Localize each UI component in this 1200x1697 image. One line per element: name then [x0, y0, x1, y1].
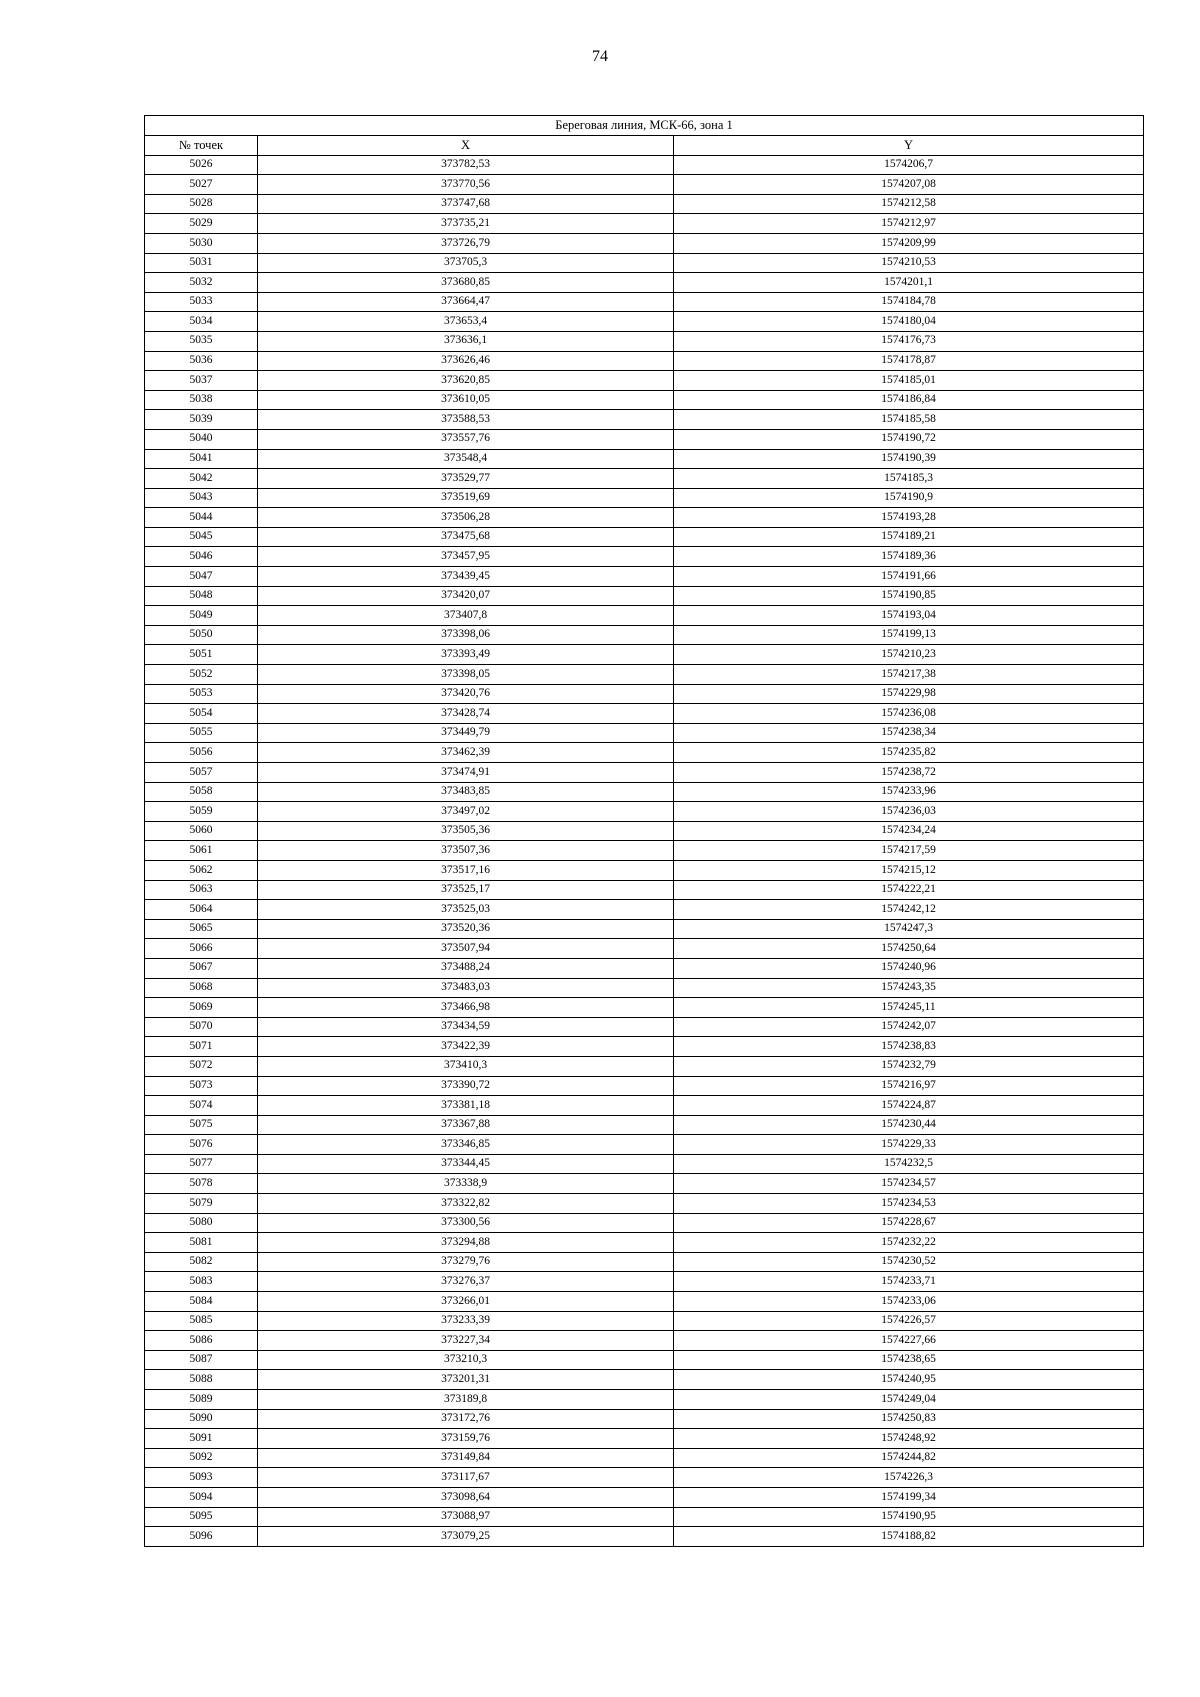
table-row: [145, 1154, 1144, 1174]
cell-point-number: 5070: [145, 1017, 258, 1037]
cell-point-number: 5049: [145, 606, 258, 626]
table-row: [145, 508, 1144, 528]
cell-y: 1574212,97: [674, 214, 1144, 234]
cell-y: 1574234,57: [674, 1174, 1144, 1194]
table-row: [145, 1096, 1144, 1116]
cell-x: 373338,9: [258, 1174, 674, 1194]
cell-x: 373434,59: [258, 1017, 674, 1037]
cell-point-number: 5086: [145, 1331, 258, 1351]
cell-point-number: 5055: [145, 723, 258, 743]
cell-point-number: 5072: [145, 1056, 258, 1076]
cell-y: 1574240,95: [674, 1370, 1144, 1390]
cell-x: 373420,07: [258, 586, 674, 606]
table-row: [145, 1350, 1144, 1370]
cell-y: 1574193,04: [674, 606, 1144, 626]
cell-x: 373398,05: [258, 665, 674, 685]
table-row: [145, 684, 1144, 704]
cell-y: 1574206,7: [674, 155, 1144, 175]
cell-point-number: 5076: [145, 1135, 258, 1155]
cell-point-number: 5083: [145, 1272, 258, 1292]
table-row: [145, 1429, 1144, 1449]
page-number: 74: [592, 48, 608, 65]
cell-y: 1574235,82: [674, 743, 1144, 763]
cell-point-number: 5069: [145, 998, 258, 1018]
table-row: [145, 802, 1144, 822]
table-row: [145, 449, 1144, 469]
cell-y: 1574238,65: [674, 1350, 1144, 1370]
table-row: [145, 331, 1144, 351]
table-row: [145, 1527, 1144, 1547]
cell-y: 1574233,06: [674, 1292, 1144, 1312]
table-row: [145, 1076, 1144, 1096]
cell-x: 373407,8: [258, 606, 674, 626]
cell-point-number: 5082: [145, 1252, 258, 1272]
table-header-row: [145, 136, 1144, 156]
cell-point-number: 5094: [145, 1487, 258, 1507]
table-row: [145, 1311, 1144, 1331]
cell-y: 1574193,28: [674, 508, 1144, 528]
table-row: [145, 1331, 1144, 1351]
table-row: [145, 625, 1144, 645]
table-caption-row: [145, 116, 1144, 136]
cell-y: 1574228,67: [674, 1213, 1144, 1233]
cell-point-number: 5046: [145, 547, 258, 567]
cell-y: 1574207,08: [674, 175, 1144, 195]
cell-y: 1574217,59: [674, 841, 1144, 861]
cell-x: 373294,88: [258, 1233, 674, 1253]
header-point-number: № точек: [145, 136, 258, 156]
cell-y: 1574190,39: [674, 449, 1144, 469]
cell-y: 1574226,57: [674, 1311, 1144, 1331]
cell-point-number: 5091: [145, 1429, 258, 1449]
cell-x: 373525,03: [258, 900, 674, 920]
cell-point-number: 5089: [145, 1390, 258, 1410]
cell-x: 373705,3: [258, 253, 674, 273]
cell-y: 1574245,11: [674, 998, 1144, 1018]
cell-y: 1574189,36: [674, 547, 1144, 567]
table-row: [145, 1017, 1144, 1037]
cell-x: 373507,36: [258, 841, 674, 861]
cell-x: 373276,37: [258, 1272, 674, 1292]
cell-point-number: 5088: [145, 1370, 258, 1390]
table-row: [145, 1233, 1144, 1253]
cell-y: 1574234,53: [674, 1194, 1144, 1214]
table-row: [145, 390, 1144, 410]
cell-x: 373381,18: [258, 1096, 674, 1116]
cell-x: 373422,39: [258, 1037, 674, 1057]
cell-y: 1574247,3: [674, 919, 1144, 939]
table-row: [145, 351, 1144, 371]
table-row: [145, 312, 1144, 332]
cell-point-number: 5037: [145, 371, 258, 391]
table-row: [145, 1174, 1144, 1194]
cell-x: 373149,84: [258, 1448, 674, 1468]
cell-x: 373488,24: [258, 958, 674, 978]
cell-x: 373189,8: [258, 1390, 674, 1410]
cell-point-number: 5031: [145, 253, 258, 273]
cell-point-number: 5071: [145, 1037, 258, 1057]
table-row: [145, 1272, 1144, 1292]
cell-y: 1574178,87: [674, 351, 1144, 371]
cell-y: 1574240,96: [674, 958, 1144, 978]
cell-point-number: 5074: [145, 1096, 258, 1116]
cell-x: 373420,76: [258, 684, 674, 704]
cell-point-number: 5038: [145, 390, 258, 410]
cell-x: 373782,53: [258, 155, 674, 175]
header-y: Y: [674, 136, 1144, 156]
table-row: [145, 978, 1144, 998]
table-row: [145, 586, 1144, 606]
table-row: [145, 273, 1144, 293]
coordinates-table: [144, 115, 1144, 1547]
cell-point-number: 5050: [145, 625, 258, 645]
cell-x: 373620,85: [258, 371, 674, 391]
cell-point-number: 5056: [145, 743, 258, 763]
table-row: [145, 1056, 1144, 1076]
cell-x: 373279,76: [258, 1252, 674, 1272]
cell-point-number: 5060: [145, 821, 258, 841]
cell-point-number: 5054: [145, 704, 258, 724]
cell-y: 1574224,87: [674, 1096, 1144, 1116]
cell-x: 373636,1: [258, 331, 674, 351]
cell-point-number: 5081: [145, 1233, 258, 1253]
cell-x: 373201,31: [258, 1370, 674, 1390]
cell-y: 1574212,58: [674, 194, 1144, 214]
table-row: [145, 155, 1144, 175]
cell-y: 1574189,21: [674, 527, 1144, 547]
cell-y: 1574190,95: [674, 1507, 1144, 1527]
cell-point-number: 5028: [145, 194, 258, 214]
cell-y: 1574185,3: [674, 469, 1144, 489]
cell-point-number: 5026: [145, 155, 258, 175]
table-row: [145, 371, 1144, 391]
cell-x: 373548,4: [258, 449, 674, 469]
table-row: [145, 1037, 1144, 1057]
table-row: [145, 214, 1144, 234]
table-row: [145, 606, 1144, 626]
table-row: [145, 1194, 1144, 1214]
table-row: [145, 841, 1144, 861]
cell-x: 373346,85: [258, 1135, 674, 1155]
cell-x: 373557,76: [258, 429, 674, 449]
cell-point-number: 5062: [145, 860, 258, 880]
cell-point-number: 5052: [145, 665, 258, 685]
cell-y: 1574242,12: [674, 900, 1144, 920]
cell-y: 1574250,64: [674, 939, 1144, 959]
cell-point-number: 5096: [145, 1527, 258, 1547]
cell-x: 373172,76: [258, 1409, 674, 1429]
cell-point-number: 5048: [145, 586, 258, 606]
cell-y: 1574250,83: [674, 1409, 1144, 1429]
cell-x: 373322,82: [258, 1194, 674, 1214]
table-row: [145, 1292, 1144, 1312]
cell-x: 373210,3: [258, 1350, 674, 1370]
cell-y: 1574233,71: [674, 1272, 1144, 1292]
cell-point-number: 5040: [145, 429, 258, 449]
cell-x: 373462,39: [258, 743, 674, 763]
cell-point-number: 5065: [145, 919, 258, 939]
table-row: [145, 429, 1144, 449]
table-row: [145, 1115, 1144, 1135]
cell-point-number: 5033: [145, 292, 258, 312]
cell-y: 1574238,72: [674, 763, 1144, 783]
cell-y: 1574210,53: [674, 253, 1144, 273]
cell-x: 373735,21: [258, 214, 674, 234]
table-row: [145, 410, 1144, 430]
cell-point-number: 5079: [145, 1194, 258, 1214]
cell-x: 373390,72: [258, 1076, 674, 1096]
cell-y: 1574217,38: [674, 665, 1144, 685]
cell-point-number: 5030: [145, 233, 258, 253]
cell-x: 373525,17: [258, 880, 674, 900]
cell-x: 373410,3: [258, 1056, 674, 1076]
cell-x: 373079,25: [258, 1527, 674, 1547]
table-row: [145, 292, 1144, 312]
cell-x: 373626,46: [258, 351, 674, 371]
table-row: [145, 958, 1144, 978]
table-row: [145, 821, 1144, 841]
cell-x: 373098,64: [258, 1487, 674, 1507]
cell-x: 373506,28: [258, 508, 674, 528]
cell-point-number: 5042: [145, 469, 258, 489]
cell-y: 1574233,96: [674, 782, 1144, 802]
cell-y: 1574199,34: [674, 1487, 1144, 1507]
table-row: [145, 919, 1144, 939]
cell-y: 1574249,04: [674, 1390, 1144, 1410]
table-row: [145, 1487, 1144, 1507]
cell-point-number: 5053: [145, 684, 258, 704]
cell-y: 1574226,3: [674, 1468, 1144, 1488]
table-row: [145, 1135, 1144, 1155]
table-row: [145, 527, 1144, 547]
cell-point-number: 5061: [145, 841, 258, 861]
cell-y: 1574232,79: [674, 1056, 1144, 1076]
table-caption: Береговая линия, МСК-66, зона 1: [145, 116, 1144, 136]
cell-y: 1574243,35: [674, 978, 1144, 998]
table-row: [145, 723, 1144, 743]
cell-point-number: 5092: [145, 1448, 258, 1468]
cell-point-number: 5032: [145, 273, 258, 293]
cell-y: 1574236,03: [674, 802, 1144, 822]
cell-x: 373588,53: [258, 410, 674, 430]
table-row: [145, 547, 1144, 567]
cell-y: 1574215,12: [674, 860, 1144, 880]
cell-x: 373466,98: [258, 998, 674, 1018]
table-row: [145, 1448, 1144, 1468]
cell-y: 1574230,44: [674, 1115, 1144, 1135]
cell-y: 1574216,97: [674, 1076, 1144, 1096]
cell-x: 373483,85: [258, 782, 674, 802]
cell-y: 1574190,72: [674, 429, 1144, 449]
cell-point-number: 5051: [145, 645, 258, 665]
table-row: [145, 1409, 1144, 1429]
table-row: [145, 860, 1144, 880]
table-row: [145, 175, 1144, 195]
cell-x: 373517,16: [258, 860, 674, 880]
cell-y: 1574201,1: [674, 273, 1144, 293]
cell-x: 373770,56: [258, 175, 674, 195]
cell-point-number: 5084: [145, 1292, 258, 1312]
cell-x: 373505,36: [258, 821, 674, 841]
cell-point-number: 5080: [145, 1213, 258, 1233]
cell-x: 373680,85: [258, 273, 674, 293]
cell-y: 1574227,66: [674, 1331, 1144, 1351]
table-row: [145, 469, 1144, 489]
cell-y: 1574190,9: [674, 488, 1144, 508]
cell-x: 373398,06: [258, 625, 674, 645]
table-row: [145, 1370, 1144, 1390]
table-row: [145, 743, 1144, 763]
cell-x: 373457,95: [258, 547, 674, 567]
cell-y: 1574244,82: [674, 1448, 1144, 1468]
cell-y: 1574186,84: [674, 390, 1144, 410]
cell-point-number: 5045: [145, 527, 258, 547]
cell-x: 373483,03: [258, 978, 674, 998]
cell-y: 1574234,24: [674, 821, 1144, 841]
cell-point-number: 5058: [145, 782, 258, 802]
cell-x: 373367,88: [258, 1115, 674, 1135]
cell-y: 1574232,22: [674, 1233, 1144, 1253]
header-x: X: [258, 136, 674, 156]
cell-x: 373726,79: [258, 233, 674, 253]
cell-point-number: 5085: [145, 1311, 258, 1331]
cell-x: 373664,47: [258, 292, 674, 312]
cell-y: 1574242,07: [674, 1017, 1144, 1037]
cell-y: 1574209,99: [674, 233, 1144, 253]
cell-point-number: 5057: [145, 763, 258, 783]
cell-y: 1574229,33: [674, 1135, 1144, 1155]
cell-x: 373529,77: [258, 469, 674, 489]
cell-x: 373393,49: [258, 645, 674, 665]
cell-y: 1574185,01: [674, 371, 1144, 391]
cell-x: 373227,34: [258, 1331, 674, 1351]
cell-x: 373117,67: [258, 1468, 674, 1488]
cell-y: 1574180,04: [674, 312, 1144, 332]
cell-x: 373159,76: [258, 1429, 674, 1449]
cell-x: 373497,02: [258, 802, 674, 822]
cell-y: 1574185,58: [674, 410, 1144, 430]
cell-point-number: 5090: [145, 1409, 258, 1429]
cell-y: 1574190,85: [674, 586, 1144, 606]
cell-y: 1574222,21: [674, 880, 1144, 900]
cell-point-number: 5039: [145, 410, 258, 430]
cell-y: 1574176,73: [674, 331, 1144, 351]
cell-point-number: 5059: [145, 802, 258, 822]
table-row: [145, 1213, 1144, 1233]
cell-x: 373475,68: [258, 527, 674, 547]
cell-y: 1574210,23: [674, 645, 1144, 665]
table-row: [145, 998, 1144, 1018]
cell-point-number: 5064: [145, 900, 258, 920]
cell-point-number: 5078: [145, 1174, 258, 1194]
cell-point-number: 5075: [145, 1115, 258, 1135]
cell-x: 373449,79: [258, 723, 674, 743]
cell-point-number: 5029: [145, 214, 258, 234]
cell-x: 373519,69: [258, 488, 674, 508]
table-row: [145, 665, 1144, 685]
cell-point-number: 5035: [145, 331, 258, 351]
cell-point-number: 5027: [145, 175, 258, 195]
cell-point-number: 5067: [145, 958, 258, 978]
cell-y: 1574191,66: [674, 567, 1144, 587]
cell-y: 1574188,82: [674, 1527, 1144, 1547]
table-row: [145, 194, 1144, 214]
table-row: [145, 233, 1144, 253]
table-row: [145, 704, 1144, 724]
cell-point-number: 5043: [145, 488, 258, 508]
cell-x: 373266,01: [258, 1292, 674, 1312]
table-row: [145, 253, 1144, 273]
cell-point-number: 5077: [145, 1154, 258, 1174]
cell-x: 373653,4: [258, 312, 674, 332]
table-row: [145, 1252, 1144, 1272]
cell-x: 373300,56: [258, 1213, 674, 1233]
cell-x: 373520,36: [258, 919, 674, 939]
table-row: [145, 782, 1144, 802]
cell-x: 373088,97: [258, 1507, 674, 1527]
cell-y: 1574199,13: [674, 625, 1144, 645]
table-row: [145, 880, 1144, 900]
cell-point-number: 5047: [145, 567, 258, 587]
cell-point-number: 5034: [145, 312, 258, 332]
cell-y: 1574238,34: [674, 723, 1144, 743]
cell-point-number: 5063: [145, 880, 258, 900]
cell-x: 373474,91: [258, 763, 674, 783]
table-row: [145, 1390, 1144, 1410]
cell-point-number: 5068: [145, 978, 258, 998]
cell-point-number: 5044: [145, 508, 258, 528]
cell-point-number: 5093: [145, 1468, 258, 1488]
table-row: [145, 1507, 1144, 1527]
table-body: [145, 155, 1144, 1546]
cell-y: 1574238,83: [674, 1037, 1144, 1057]
cell-point-number: 5036: [145, 351, 258, 371]
cell-y: 1574236,08: [674, 704, 1144, 724]
cell-x: 373507,94: [258, 939, 674, 959]
table-row: [145, 567, 1144, 587]
table-row: [145, 1468, 1144, 1488]
cell-point-number: 5087: [145, 1350, 258, 1370]
cell-y: 1574184,78: [674, 292, 1144, 312]
cell-point-number: 5041: [145, 449, 258, 469]
cell-y: 1574248,92: [674, 1429, 1144, 1449]
cell-point-number: 5073: [145, 1076, 258, 1096]
table-row: [145, 939, 1144, 959]
cell-x: 373610,05: [258, 390, 674, 410]
table-row: [145, 488, 1144, 508]
cell-y: 1574230,52: [674, 1252, 1144, 1272]
cell-x: 373439,45: [258, 567, 674, 587]
table-row: [145, 763, 1144, 783]
cell-y: 1574232,5: [674, 1154, 1144, 1174]
cell-point-number: 5095: [145, 1507, 258, 1527]
cell-x: 373747,68: [258, 194, 674, 214]
table-row: [145, 900, 1144, 920]
cell-x: 373428,74: [258, 704, 674, 724]
table-row: [145, 645, 1144, 665]
cell-x: 373344,45: [258, 1154, 674, 1174]
cell-y: 1574229,98: [674, 684, 1144, 704]
cell-x: 373233,39: [258, 1311, 674, 1331]
cell-point-number: 5066: [145, 939, 258, 959]
